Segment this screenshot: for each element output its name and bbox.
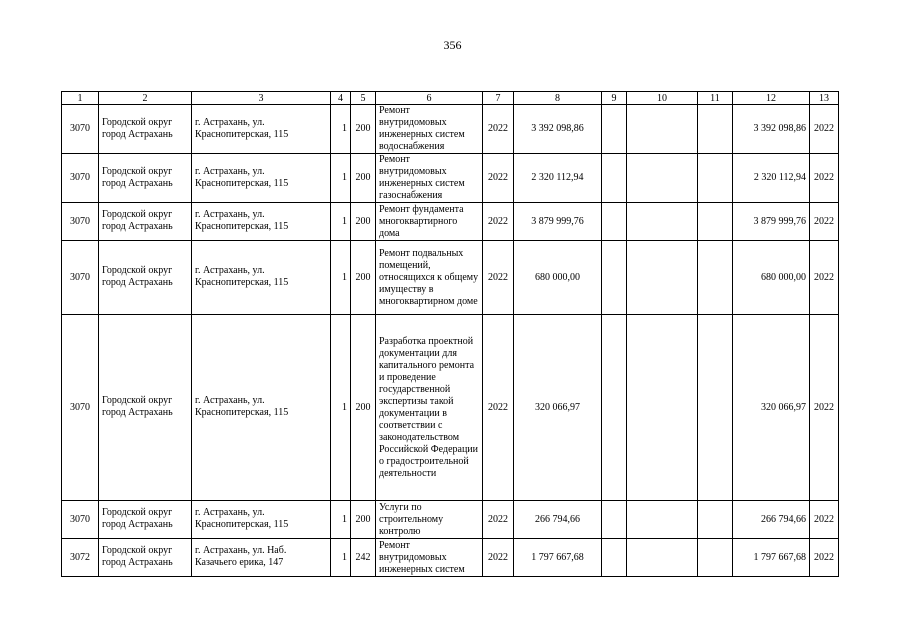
cell-id: 3070	[62, 315, 99, 501]
cell-total: 266 794,66	[733, 501, 810, 539]
table-row	[62, 154, 839, 203]
cell-col10	[627, 105, 698, 154]
cell-district: Городской округ город Астрахань	[99, 315, 192, 501]
cell-col10	[627, 315, 698, 501]
header-cell: 12	[733, 92, 810, 105]
cell-col5: 200	[351, 501, 376, 539]
header-cell: 5	[351, 92, 376, 105]
cell-col5: 242	[351, 539, 376, 577]
cell-col9	[602, 539, 627, 577]
cell-col5: 200	[351, 241, 376, 315]
cell-end-year: 2022	[810, 203, 839, 241]
cell-cost: 266 794,66	[514, 501, 602, 539]
header-cell: 6	[376, 92, 483, 105]
header-cell: 1	[62, 92, 99, 105]
cell-id: 3072	[62, 539, 99, 577]
cell-col11	[698, 315, 733, 501]
header-row	[62, 92, 839, 105]
cell-total: 680 000,00	[733, 241, 810, 315]
cell-col4: 1	[331, 501, 351, 539]
cell-work-type: Услуги по строительному контролю	[376, 501, 483, 539]
cell-address: г. Астрахань, ул. Наб. Казачьего ерика, 147	[192, 539, 331, 577]
cell-col4: 1	[331, 539, 351, 577]
cell-cost: 3 879 999,76	[514, 203, 602, 241]
header-cell: 11	[698, 92, 733, 105]
cell-col9	[602, 154, 627, 203]
capital-repair-table	[61, 91, 839, 577]
cell-col10	[627, 501, 698, 539]
cell-cost: 2 320 112,94	[514, 154, 602, 203]
cell-col11	[698, 241, 733, 315]
cell-col5: 200	[351, 154, 376, 203]
cell-year: 2022	[483, 154, 514, 203]
table-row	[62, 203, 839, 241]
cell-col10	[627, 241, 698, 315]
cell-district: Городской округ город Астрахань	[99, 203, 192, 241]
cell-col11	[698, 105, 733, 154]
cell-col10	[627, 539, 698, 577]
cell-id: 3070	[62, 203, 99, 241]
cell-col5: 200	[351, 203, 376, 241]
cell-address: г. Астрахань, ул. Краснопитерская, 115	[192, 105, 331, 154]
cell-col9	[602, 501, 627, 539]
cell-end-year: 2022	[810, 105, 839, 154]
cell-total: 3 879 999,76	[733, 203, 810, 241]
cell-id: 3070	[62, 501, 99, 539]
cell-col9	[602, 105, 627, 154]
table-row	[62, 539, 839, 577]
table-row	[62, 105, 839, 154]
cell-id: 3070	[62, 105, 99, 154]
cell-col9	[602, 315, 627, 501]
cell-work-type: Разработка проектной документации для капитального ремонта и проведение государственной экспертизы такой документации в соответствии с законодательством Российской Федерации о градостроительной деятельности	[376, 315, 483, 501]
header-cell: 13	[810, 92, 839, 105]
cell-year: 2022	[483, 203, 514, 241]
cell-col10	[627, 203, 698, 241]
cell-id: 3070	[62, 241, 99, 315]
cell-work-type: Ремонт внутридомовых инженерных систем газоснабжения	[376, 154, 483, 203]
cell-year: 2022	[483, 539, 514, 577]
cell-col5: 200	[351, 105, 376, 154]
cell-work-type: Ремонт внутридомовых инженерных систем	[376, 539, 483, 577]
cell-address: г. Астрахань, ул. Краснопитерская, 115	[192, 315, 331, 501]
cell-cost: 320 066,97	[514, 315, 602, 501]
cell-col5: 200	[351, 315, 376, 501]
cell-address: г. Астрахань, ул. Краснопитерская, 115	[192, 501, 331, 539]
cell-total: 320 066,97	[733, 315, 810, 501]
cell-cost: 3 392 098,86	[514, 105, 602, 154]
cell-col4: 1	[331, 105, 351, 154]
cell-total: 1 797 667,68	[733, 539, 810, 577]
header-cell: 7	[483, 92, 514, 105]
cell-end-year: 2022	[810, 315, 839, 501]
cell-total: 3 392 098,86	[733, 105, 810, 154]
cell-cost: 680 000,00	[514, 241, 602, 315]
table-row	[62, 241, 839, 315]
cell-col4: 1	[331, 203, 351, 241]
cell-col4: 1	[331, 154, 351, 203]
header-cell: 9	[602, 92, 627, 105]
cell-col11	[698, 203, 733, 241]
header-cell: 4	[331, 92, 351, 105]
cell-end-year: 2022	[810, 539, 839, 577]
cell-col9	[602, 241, 627, 315]
cell-col4: 1	[331, 241, 351, 315]
table-row	[62, 315, 839, 501]
cell-col11	[698, 501, 733, 539]
header-cell: 2	[99, 92, 192, 105]
cell-address: г. Астрахань, ул. Краснопитерская, 115	[192, 154, 331, 203]
cell-cost: 1 797 667,68	[514, 539, 602, 577]
cell-work-type: Ремонт внутридомовых инженерных систем водоснабжения	[376, 105, 483, 154]
page-number: 356	[443, 38, 462, 52]
cell-district: Городской округ город Астрахань	[99, 105, 192, 154]
table-row	[62, 501, 839, 539]
cell-district: Городской округ город Астрахань	[99, 539, 192, 577]
header-cell: 8	[514, 92, 602, 105]
cell-end-year: 2022	[810, 241, 839, 315]
cell-address: г. Астрахань, ул. Краснопитерская, 115	[192, 203, 331, 241]
cell-year: 2022	[483, 241, 514, 315]
cell-year: 2022	[483, 501, 514, 539]
cell-total: 2 320 112,94	[733, 154, 810, 203]
cell-col11	[698, 154, 733, 203]
cell-work-type: Ремонт фундамента многоквартирного дома	[376, 203, 483, 241]
cell-district: Городской округ город Астрахань	[99, 241, 192, 315]
cell-col4: 1	[331, 315, 351, 501]
cell-col11	[698, 539, 733, 577]
cell-work-type: Ремонт подвальных помещений, относящихся к общему имуществу в многоквартирном доме	[376, 241, 483, 315]
cell-year: 2022	[483, 105, 514, 154]
cell-col9	[602, 203, 627, 241]
cell-year: 2022	[483, 315, 514, 501]
header-cell: 10	[627, 92, 698, 105]
header-cell: 3	[192, 92, 331, 105]
cell-district: Городской округ город Астрахань	[99, 501, 192, 539]
cell-end-year: 2022	[810, 154, 839, 203]
cell-end-year: 2022	[810, 501, 839, 539]
cell-address: г. Астрахань, ул. Краснопитерская, 115	[192, 241, 331, 315]
cell-id: 3070	[62, 154, 99, 203]
cell-district: Городской округ город Астрахань	[99, 154, 192, 203]
cell-col10	[627, 154, 698, 203]
